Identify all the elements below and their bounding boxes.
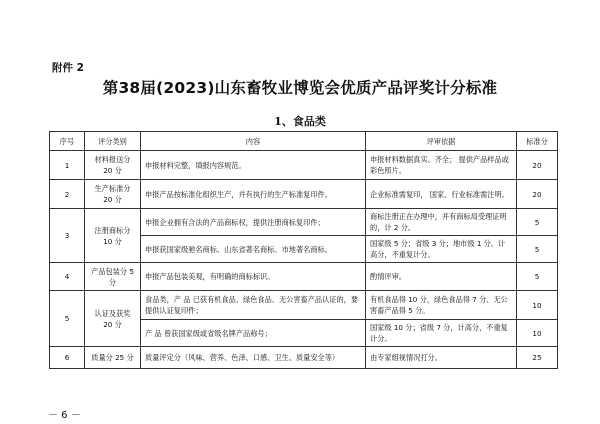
header-score: 标准分 xyxy=(517,132,558,151)
row-basis: 申报材料数据真实、齐全； 提供产品样品或彩色照片。 xyxy=(366,151,517,180)
row-score: 10 xyxy=(517,320,558,347)
row-category: 注册商标分 10 分 xyxy=(85,209,141,263)
row-no: 1 xyxy=(50,151,85,180)
row-no: 4 xyxy=(50,263,85,291)
row-basis: 酌情评审。 xyxy=(366,263,517,291)
row-content: 食品类，产 品 已获有机食品、绿色食品、无公害畜产品认证的，要提供认证复印件； xyxy=(141,291,366,320)
row-no: 3 xyxy=(50,209,85,263)
attachment-label: 附件 2 xyxy=(52,62,84,74)
row-content: 申报产品按标准化组织生产，并有执行的生产标准复印件。 xyxy=(141,180,366,209)
row-score: 20 xyxy=(517,151,558,180)
row-score: 5 xyxy=(517,263,558,291)
row-score: 5 xyxy=(517,236,558,263)
row-content: 申报产品包装美观，有明确的商标标识。 xyxy=(141,263,366,291)
table-row xyxy=(50,291,558,320)
row-category: 材料报送分 20 分 xyxy=(85,151,141,180)
table-row xyxy=(50,209,558,236)
row-content: 申报获国家级驰名商标、山东省著名商标、市地著名商标。 xyxy=(141,236,366,263)
table-row xyxy=(50,180,558,209)
header-basis: 评审依据 xyxy=(366,132,517,151)
table-row xyxy=(50,347,558,369)
section-title: 1、食品类 xyxy=(274,115,326,128)
row-content: 质量评定分（风味、营养、色泽、口感、卫生、质量安全等） xyxy=(141,347,366,369)
row-category: 产品包装分 5 分 xyxy=(85,263,141,291)
row-content: 申报材料完整，填报内容规范。 xyxy=(141,151,366,180)
row-basis: 企业标准需复印， 国家、行业标准需注明。 xyxy=(366,180,517,209)
row-basis: 有机食品得 10 分，绿色食品得 7 分、无公害畜产品得 5 分。 xyxy=(366,291,517,320)
scoring-table xyxy=(49,131,558,369)
row-category: 质量分 25 分 xyxy=(85,347,141,369)
row-score: 5 xyxy=(517,209,558,236)
row-no: 6 xyxy=(50,347,85,369)
row-score: 20 xyxy=(517,180,558,209)
table-row xyxy=(50,263,558,291)
header-category: 评分类别 xyxy=(85,132,141,151)
header-no: 序号 xyxy=(50,132,85,151)
row-category: 认证及获奖 20 分 xyxy=(85,291,141,347)
row-basis: 国家级 10 分；省级 7 分，计高分，不重复计分。 xyxy=(366,320,517,347)
row-score: 25 xyxy=(517,347,558,369)
row-basis: 国家级 5 分；省级 3 分；地市级 1 分。计高分，不重复计分。 xyxy=(366,236,517,263)
row-content: 产 品 曾获国家级或省级名牌产品称号； xyxy=(141,320,366,347)
table-header-row xyxy=(50,132,558,151)
row-score: 10 xyxy=(517,291,558,320)
row-category: 生产标准分 20 分 xyxy=(85,180,141,209)
page-number: － 6 － xyxy=(48,410,81,421)
row-no: 5 xyxy=(50,291,85,347)
header-content: 内容 xyxy=(141,132,366,151)
table-row xyxy=(50,151,558,180)
document-title: 第38届(2023)山东畜牧业博览会优质产品评奖计分标准 xyxy=(102,79,498,97)
row-basis: 由专家组视情况打分。 xyxy=(366,347,517,369)
row-content: 申报企业拥有合法的产品商标权，提供注册商标复印件； xyxy=(141,209,366,236)
row-basis: 商标注册正在办理中，并有商标局受理证明的，计 2 分。 xyxy=(366,209,517,236)
row-no: 2 xyxy=(50,180,85,209)
